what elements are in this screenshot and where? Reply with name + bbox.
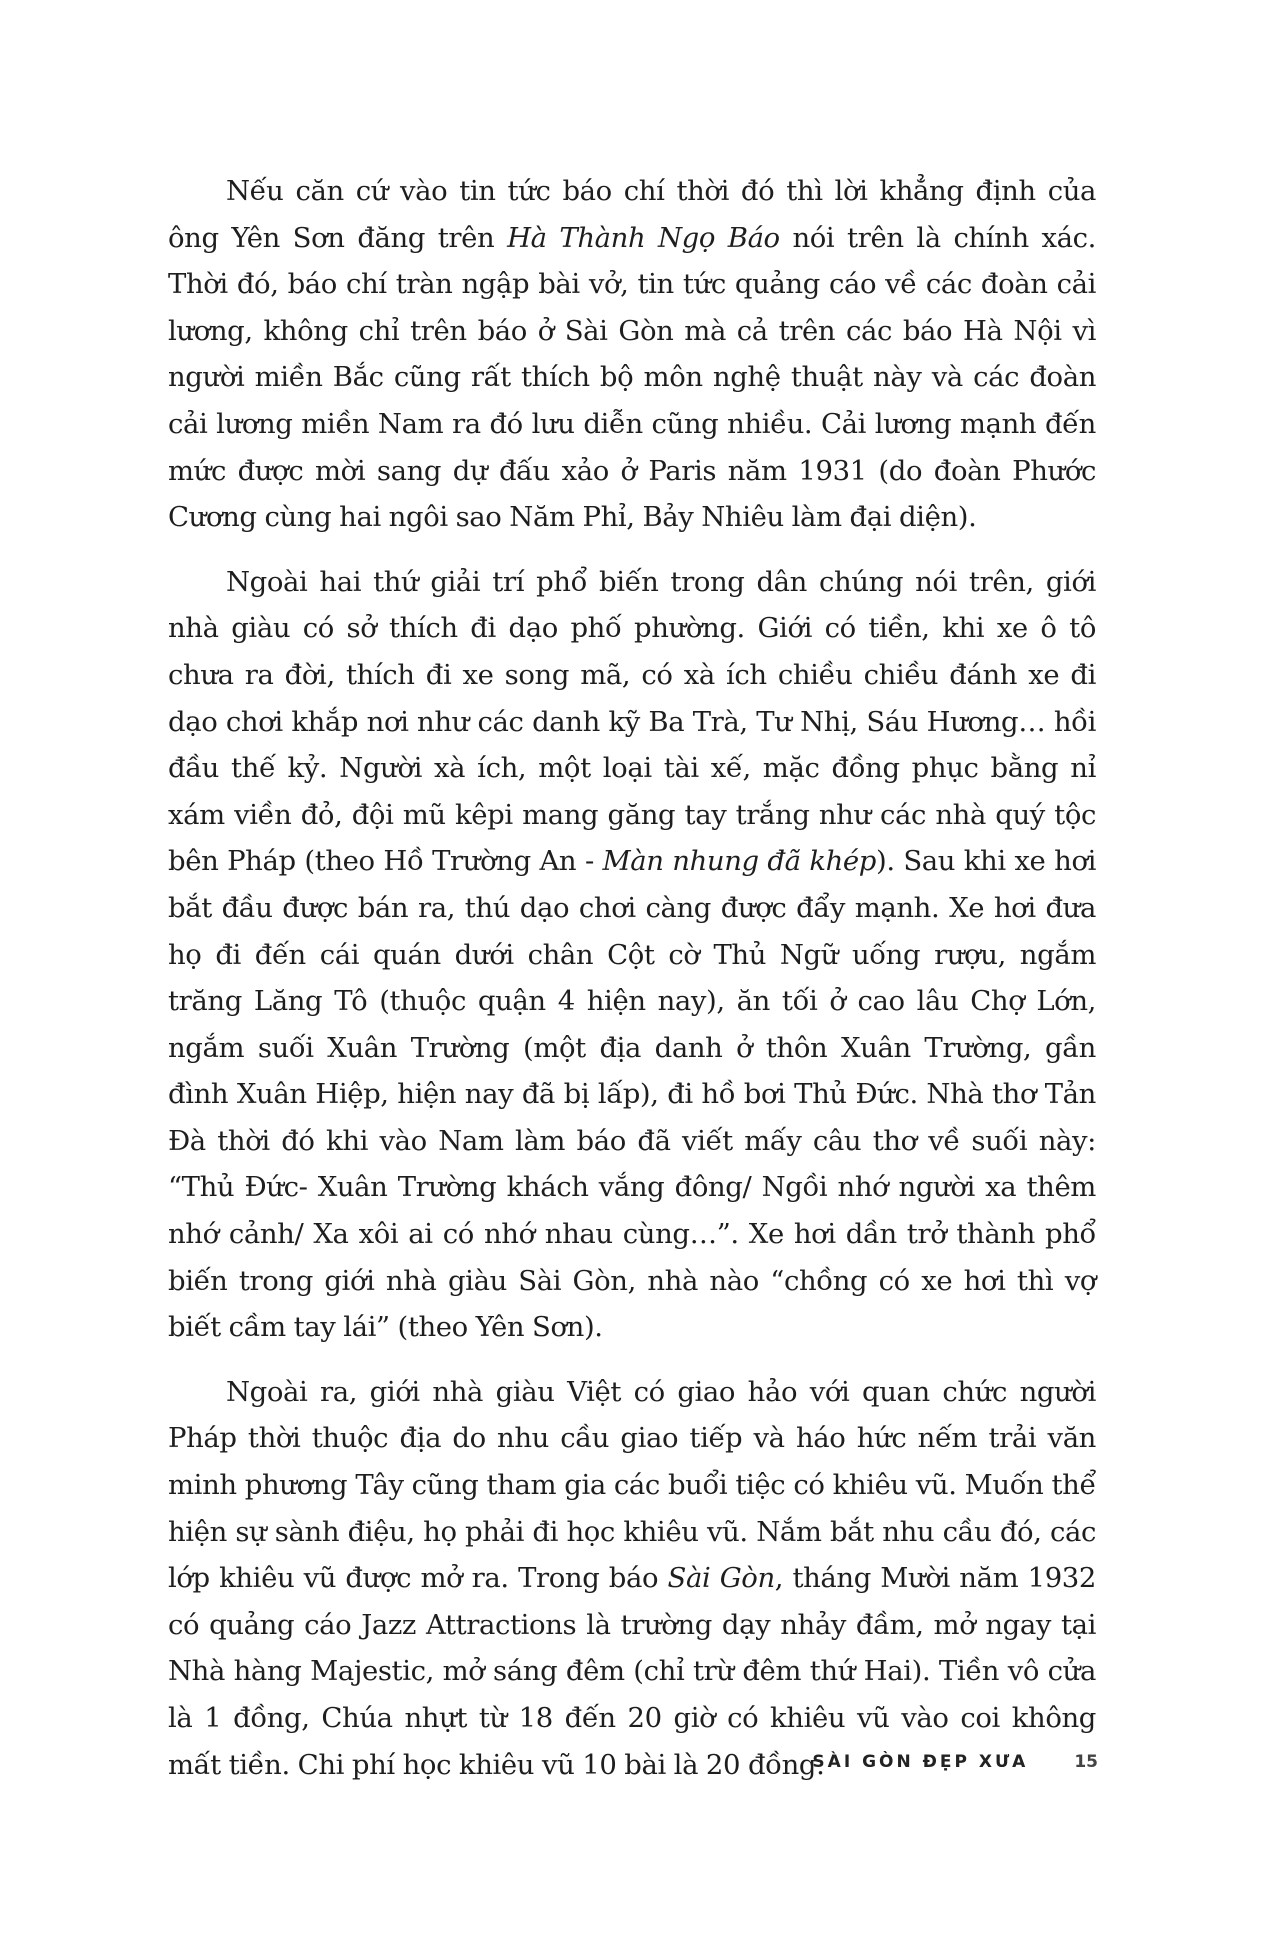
paragraph-2-segment-1: Ngoài hai thứ giải trí phổ biến trong dân chúng nói trên, giới nhà giàu có sở thích đi dạo phố phường. Giới có tiền, khi xe ô tô chưa ra đời, thích đi xe song mã, có xà ích chiều chiều đánh xe đi dạo chơi khắp nơi như các danh kỹ Ba Trà, Tư Nhị, Sáu Hương… hồi đầu thế kỷ. Người xà ích, một loại tài xế, mặc đồng phục bằng nỉ xám viền đỏ, đội mũ kêpi mang găng tay trắng như các nhà quý tộc bên Pháp (theo Hồ Trường An - — [168, 565, 1096, 878]
newspaper-title-ha-thanh-ngo-bao: Hà Thành Ngọ Báo — [507, 221, 780, 254]
paragraph-2 — [168, 559, 1096, 1351]
running-footer — [812, 1752, 1098, 1772]
paragraph-1 — [168, 168, 1096, 541]
body-text — [168, 168, 1096, 1806]
paragraph-3 — [168, 1369, 1096, 1788]
paragraph-3-segment-3: , tháng Mười năm 1932 có quảng cáo Jazz Attractions là trường dạy nhảy đầm, mở ngay tại Nhà hàng Majestic, mở sáng đêm (chỉ trừ đêm thứ Hai). Tiền vô cửa là 1 đồng, Chúa nhựt từ 18 đến 20 giờ có khiêu vũ vào coi không mất tiền. Chi phí học khiêu vũ 10 bài là 20 đồng. — [168, 1562, 1096, 1781]
newspaper-title-sai-gon: Sài Gòn — [667, 1562, 775, 1595]
paragraph-3-segment-1: Ngoài ra, giới nhà giàu Việt có giao hảo với quan chức người Pháp thời thuộc địa do nhu cầu giao tiếp và háo hức nếm trải văn minh phương Tây cũng tham gia các buổi tiệc có khiêu vũ. Muốn thể hiện sự sành điệu, họ phải đi học khiêu vũ. Nắm bắt nhu cầu đó, các lớp khiêu vũ được mở ra. Trong báo — [168, 1375, 1096, 1595]
running-book-title: SÀI GÒN ĐẸP XƯA — [812, 1752, 1029, 1772]
paragraph-1-segment-1: Nếu căn cứ vào tin tức báo chí thời đó thì lời khẳng định của ông Yên Sơn đăng trên — [168, 175, 1096, 254]
paragraph-2-segment-3: ). Sau khi xe hơi bắt đầu được bán ra, thú dạo chơi càng được đẩy mạnh. Xe hơi đưa họ đi đến cái quán dưới chân Cột cờ Thủ Ngữ uống rượu, ngắm trăng Lăng Tô (thuộc quận 4 hiện nay), ăn tối ở cao lâu Chợ Lớn, ngắm suối Xuân Trường (một địa danh ở thôn Xuân Trường, gần đình Xuân Hiệp, hiện nay đã bị lấp), đi hồ bơi Thủ Đức. Nhà thơ Tản Đà thời đó khi vào Nam làm báo đã viết mấy câu thơ về suối này: “Thủ Đức- Xuân Trường khách vắng đông/ Ngồi nhớ người xa thêm nhớ cảnh/ Xa xôi ai có nhớ nhau cùng…”. Xe hơi dần trở thành phổ biến trong giới nhà giàu Sài Gòn, nhà nào “chồng có xe hơi thì vợ biết cầm tay lái” (theo Yên Sơn). — [168, 845, 1096, 1344]
paragraph-1-segment-3: nói trên là chính xác. Thời đó, báo chí tràn ngập bài vở, tin tức quảng cáo về các đoàn cải lương, không chỉ trên báo ở Sài Gòn mà cả trên các báo Hà Nội vì người miền Bắc cũng rất thích bộ môn nghệ thuật này và các đoàn cải lương miền Nam ra đó lưu diễn cũng nhiều. Cải lương mạnh đến mức được mời sang dự đấu xảo ở Paris năm 1931 (do đoàn Phước Cương cùng hai ngôi sao Năm Phỉ, Bảy Nhiêu làm đại diện). — [168, 221, 1096, 534]
page-number: 15 — [1074, 1752, 1098, 1772]
book-title-man-nhung-da-khep: Màn nhung đã khép — [602, 845, 876, 878]
